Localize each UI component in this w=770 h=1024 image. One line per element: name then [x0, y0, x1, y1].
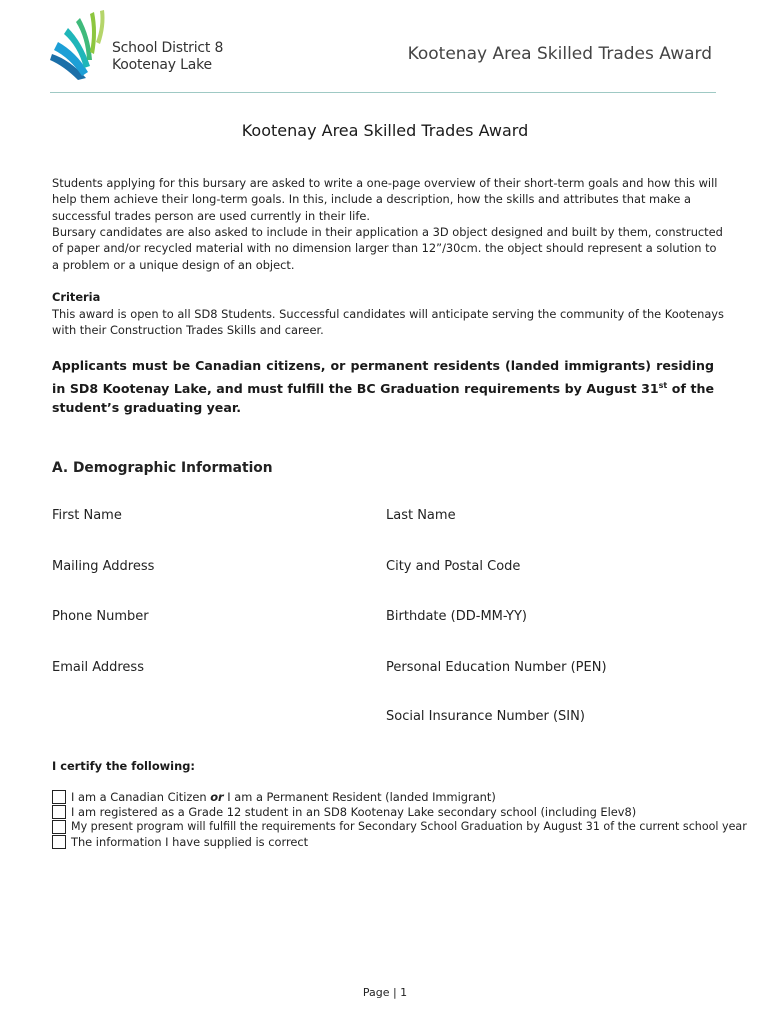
citizenship-label-a: I am a Canadian Citizen — [71, 789, 211, 804]
citizenship-label-or: or — [210, 789, 224, 804]
certify-item-information — [52, 834, 308, 849]
page-title: Kootenay Area Skilled Trades Award — [241, 121, 529, 140]
registration-checkbox[interactable] — [52, 805, 66, 819]
eligibility-superscript: st — [658, 380, 668, 390]
school-district-logo — [48, 8, 118, 82]
email-address-field[interactable]: Email Address — [52, 660, 144, 675]
certify-item-graduation — [52, 819, 747, 834]
page-number: Page | 1 — [362, 986, 408, 999]
intro-paragraph-2: Bursary candidates are also asked to include in their application a 3D object designed and built by them, constructed of paper and/or recycled material with no dimension larger than 12”/30cm. the object should represent a solution to a problem or a unique design of an object. — [52, 225, 723, 272]
header-title: Kootenay Area Skilled Trades Award — [407, 44, 712, 64]
certify-item-citizenship — [52, 789, 496, 804]
citizenship-label-b: I am a Permanent Resident (landed Immigrant) — [223, 789, 496, 804]
criteria-heading: Criteria — [52, 290, 101, 304]
eligibility-text-before: Applicants must be Canadian citizens, or permanent residents (landed immigrants) residing in SD8 Kootenay Lake, and must fulfill the BC Graduation requirements by August 31 — [52, 358, 714, 396]
criteria-text: This award is open to all SD8 Students. Successful candidates will anticipate serving the community of the Kootenays with their Construction Trades Skills and career. — [52, 307, 724, 338]
graduation-label: My present program will fulfill the requirements for Secondary School Graduation by August 31 of the current school year — [71, 820, 747, 833]
org-name-line2: Kootenay Lake — [112, 57, 212, 73]
last-name-field[interactable]: Last Name — [386, 508, 456, 523]
city-postal-field[interactable]: City and Postal Code — [386, 559, 521, 574]
eligibility-statement — [52, 356, 714, 418]
section-a-heading: A. Demographic Information — [52, 460, 273, 476]
birthdate-field[interactable]: Birthdate (DD-MM-YY) — [386, 609, 527, 624]
mailing-address-field[interactable]: Mailing Address — [52, 559, 155, 574]
eligibility-text-after: of the student’s graduating year. — [52, 380, 714, 416]
org-name-line1: School District 8 — [112, 40, 224, 56]
sin-field[interactable]: Social Insurance Number (SIN) — [386, 709, 585, 724]
information-checkbox[interactable] — [52, 835, 66, 849]
certify-item-registration — [52, 804, 636, 819]
first-name-field[interactable]: First Name — [52, 508, 122, 523]
header-divider — [50, 92, 716, 93]
phone-number-field[interactable]: Phone Number — [52, 609, 149, 624]
information-label: The information I have supplied is correct — [71, 834, 309, 849]
intro-paragraph-1: Students applying for this bursary are asked to write a one-page overview of their short-term goals and how this will help them achieve their long-term goals. In this, include a description, how the skills and attributes that make a successful trades person are used currently in their life. — [52, 176, 718, 223]
certify-heading: I certify the following: — [52, 759, 195, 773]
pen-field[interactable]: Personal Education Number (PEN) — [386, 660, 607, 675]
registration-label: I am registered as a Grade 12 student in an SD8 Kootenay Lake secondary school (including Elev8) — [71, 804, 637, 819]
citizenship-checkbox[interactable] — [52, 790, 66, 804]
graduation-checkbox[interactable] — [52, 820, 66, 834]
